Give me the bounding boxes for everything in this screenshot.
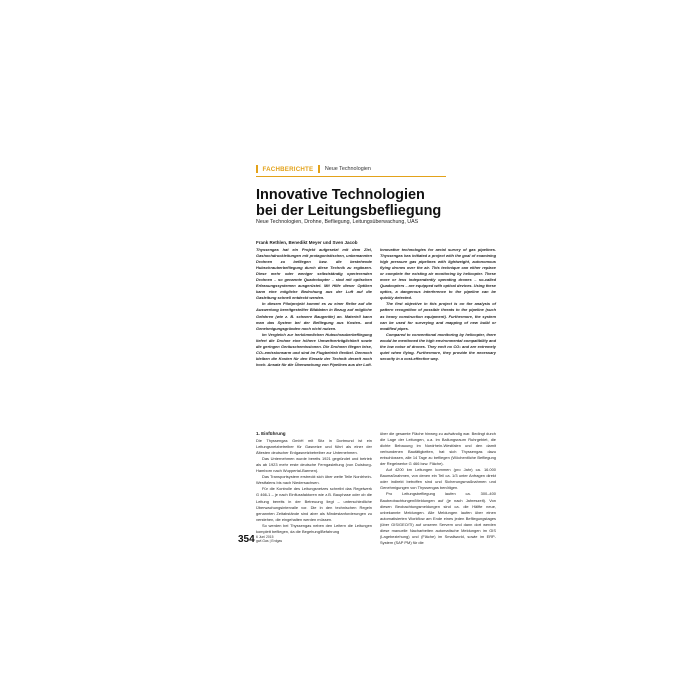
header-divider bbox=[318, 165, 320, 173]
running-header bbox=[256, 163, 371, 175]
authors-line: Frank Rethlen, Benedikt Meyer und Sven Jacob bbox=[256, 240, 358, 245]
body-paragraph: Pro Leitungsbefliegung laufen ca. 300–400 Baubeobachtungen/Meldungen auf (je nach Jahreszeit). Von diesen Beobachtungsmeldungen sind ca. die Hälfte neue, unbekannte Meldungen. Alle Meldungen laufen über einen automatisierten Workflow am Ende eines jeden Befliegungstages (über GIS/GEO/TI) auf unseren Servern und dann dort werden diese manuelle Nacharbeiten automatische Meldungen im GIS (Lagebeziehung) und (Fläche) im Smallworld, sowie im ERP-System (SAP PM) für die bbox=[380, 491, 496, 545]
body-column-left bbox=[256, 431, 372, 535]
subsection-label: Neue Technologien bbox=[324, 166, 371, 172]
body-column-right bbox=[380, 431, 496, 546]
abstract-en-paragraph: The first objective in this project is on the analysis of pattern recognition of possible threats to the pipeline (such as heavy construction equipment). Furthermore, the system can be used for surveying and mapping of new build or modified pipes. bbox=[380, 301, 496, 331]
page-number: 354 bbox=[238, 534, 255, 545]
body-paragraph: Das Transportsystem erstreckt sich über weite Teile Nordrhein-Westfalens bis nach Niedersachsen. bbox=[256, 474, 372, 486]
body-paragraph: Für die Kontrolle des Leitungsnetzes schreibt das Regelwerk G 466-1 – je nach Einflussfaktoren wie z.B. Bauphase oder ob die Leitung bereits in der Betreuung liegt – unterschiedliche Überwachungsintervalle vor. Die in den technischen Regeln genannten Zeitabstände sind aber als Mindestanforderungen zu verstehen, die eingehalten werden müssen. bbox=[256, 486, 372, 522]
title-line-1: Innovative Technologien bbox=[256, 187, 425, 203]
body-paragraph: So werden bei Thyssengas neben den Leitern die Leitungen komplett befliegen, da die Begehung/Befahrung bbox=[256, 522, 372, 534]
header-rule bbox=[256, 176, 446, 177]
abstract-en-paragraph: Compared to conventional monitoring by helicopter, there would be mentioned the high environmental compatibility and the low noise of drones. They emit no CO₂ and are extremely quiet when flying. Furthermore, they provide the necessary security in a cost-effective way. bbox=[380, 331, 496, 361]
header-accent-bar bbox=[256, 165, 258, 173]
body-paragraph: über die gesamte Fläche hinweg zu aufwändig war. Bedingt durch die Lage der Leitungen, u.a. im Ballungsraum Ruhrgebiet, die dichte Bebauung im Nordrhein-Westfalen und den damit verbundenen Bautätigkeiten, hat sich Thyssengas dazu entschlossen, alle 14 Tage zu befliegen (Wöchentliche Befliegung der Regelwerke G 466 bzw. Fläche). bbox=[380, 431, 496, 467]
article-title bbox=[256, 187, 516, 219]
abstract-de-paragraph: In diesem Pilotprojekt kommt es zu einer Reihe auf die Auswertung bereitgestellter Bilddaten in Bezug auf mögliche Gefahren (wie z. B. schwere Baugeräte) an. Materiell kann man das System bei der Befliegung aus Kosten- und Genehmigungsgründen noch nicht nutzen. bbox=[256, 301, 372, 331]
journal-name: gwf-Gas | Erdgas bbox=[256, 539, 283, 544]
body-paragraph: Das Unternehmen wurde bereits 1921 gegründet und betrieb als ab 1923 mehr erste deutsche Ferngasleitung (von Duisburg-Hamborn nach Wuppertal-Barmen). bbox=[256, 456, 372, 474]
abstract-en-paragraph: Innovative technologies for aerial survey of gas pipelines. Thyssengas has initiated a project with the goal of examining high pressure gas pipelines with lightweight, autonomous flying drones over the air. This technique can either replace or complete the existing air monitoring by helicopter. These more or less independently operating drones – so-called Quadcopters – are equipped with optical devices. Using these optics, a dangerous interference to the pipeline can be quickly detected. bbox=[380, 247, 496, 301]
section-label: FACHBERICHTE bbox=[262, 165, 314, 173]
abstract-german bbox=[256, 247, 372, 368]
abstract-de-paragraph: Im Vergleich zur herkömmlichen Hubschrauberbefliegung liefert die Drohne eine höhere Umweltverträglichkeit sowie die geringen Geräuschemissionen. Die Drohnen fliegen leise, CO₂-emissionsarm und sind im Flugbetrieb flexibel. Dennoch bleiben die Kosten für den Einsatz der Technik derzeit noch hoch. Ansatz für die Überwachung von Pipelines aus der Luft. bbox=[256, 331, 372, 367]
issue-info bbox=[256, 535, 282, 543]
section-heading: 1. Einführung bbox=[256, 431, 286, 436]
issue-date: 6 Juni 2015 bbox=[256, 535, 274, 539]
body-paragraph: Auf 4200 km Leitungen kommen (pro Jahr) ca. 16.000 Baumaßnahmen, von denen ein Teil ca. 1/3 unter Anfragen direkt oder indirekt betroffen sind und Sicherungsmaßnahmen und Genehmigungen von Thyssengas benötigen. bbox=[380, 467, 496, 491]
abstract-de-paragraph: Thyssengas hat ein Projekt aufgesetzt mit dem Ziel, Gashochdruckleitungen mit protagonistischen, unbemannten Drohnen zu befliegen bzw. die bestehende Hubschrauberbefliegung durch diese Technik zu ergänzen. Diese mehr oder weniger selbstständig operierenden Drohnen – so genannte Quadrokopter – sind mit optischen Erfassungssystemen ausgerüstet. Mit Hilfe dieser Optiken kann eine mögliche Bedrohung aus der Luft auf die Gasleitung schnell entdeckt werden. bbox=[256, 247, 372, 301]
keywords-line: Neue Technologien, Drohne, Befliegung, Leitungsüberwachung, UAS bbox=[256, 219, 419, 225]
title-line-2: bei der Leitungsbefliegung bbox=[256, 203, 442, 219]
body-paragraph: Die Thyssengas GmbH mit Sitz in Dortmund ist ein Leitungsnetzbetreiber für Gasnetze und führt als einer der Ältesten deutscher Erdgasnetzbetreiber zur Unternehmen. bbox=[256, 438, 372, 456]
abstract-english bbox=[380, 247, 496, 362]
